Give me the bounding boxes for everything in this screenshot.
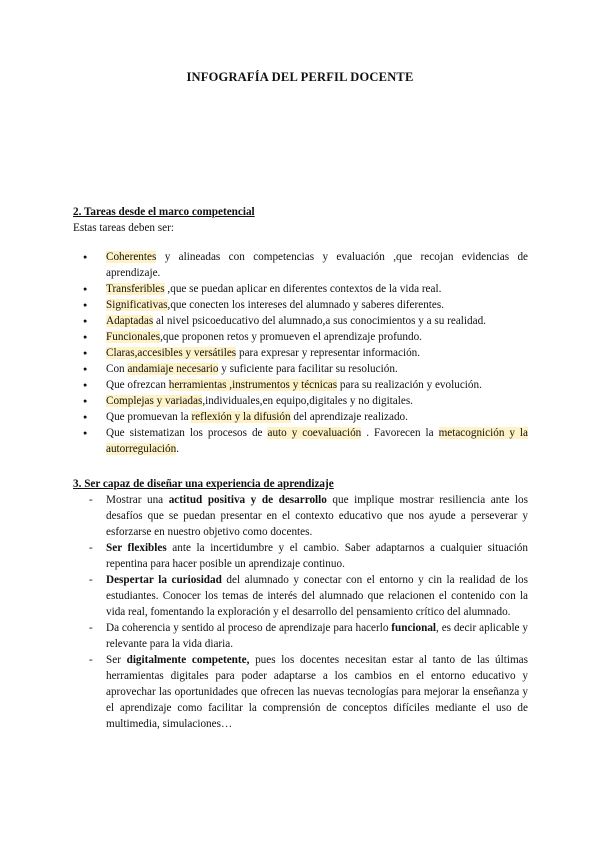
list-item: - Da coherencia y sentido al proceso de aprendizaje para hacerlo funcional, es decir aplicable y relevante para la vida diaria. — [73, 620, 528, 652]
list-item: - Ser flexibles ante la incertidumbre y el cambio. Saber adaptarnos a cualquier situación repentina para hacer posible un aprendizaje continuo. — [73, 540, 528, 572]
list-item: ● Con andamiaje necesario y suficiente para facilitar su resolución. — [73, 361, 528, 377]
section-2-heading: 2. Tareas desde el marco competencial — [73, 206, 255, 218]
experience-list — [73, 492, 528, 732]
list-item: ● Que sistematizan los procesos de auto y coevaluación . Favorecen la metacognición y la autorregulación. — [73, 425, 528, 457]
list-item: ● Claras,accesibles y versátiles para expresar y representar información. — [73, 345, 528, 361]
section-experience — [73, 476, 528, 732]
list-item: ● Funcionales,que proponen retos y promueven el aprendizaje profundo. — [73, 329, 528, 345]
list-item: - Ser digitalmente competente, pues los docentes necesitan estar al tanto de las últimas herramientas digitales para poder adaptarse a los cambios en el entorno educativo y aprovechar las oportunidades que ofrecen las nuevas tecnologías para mejorar la enseñanza y el aprendizaje como facilitar la comprensión de conceptos difíciles mediante el uso de multimedia, simulaciones… — [73, 652, 528, 732]
list-item: - Despertar la curiosidad del alumnado y conectar con el entorno y cin la realidad de los estudiantes. Conocer los temas de interés del alumnado que relacionen el contenido con la vida real, fomentando la exploración y el desarrollo del pensamiento crítico del alumnado. — [73, 572, 528, 620]
list-item: ● Coherentes y alineadas con competencias y evaluación ,que recojan evidencias de aprendizaje. — [73, 249, 528, 281]
section-tasks — [73, 204, 528, 457]
list-item: ● Adaptadas al nivel psicoeducativo del alumnado,a sus conocimientos y a su realidad. — [73, 313, 528, 329]
list-item: ● Que ofrezcan herramientas ,instrumentos y técnicas para su realización y evolución. — [73, 377, 528, 393]
task-list — [73, 249, 528, 457]
section-3-heading: 3. Ser capaz de diseñar una experiencia de aprendizaje — [73, 478, 334, 490]
section-2-intro: Estas tareas deben ser: — [73, 222, 174, 234]
list-item: ● Significativas,que conecten los intereses del alumnado y saberes diferentes. — [73, 297, 528, 313]
list-item: ● Complejas y variadas,individuales,en equipo,digitales y no digitales. — [73, 393, 528, 409]
list-item: - Mostrar una actitud positiva y de desarrollo que implique mostrar resiliencia ante los desafíos que se puedan presentar en el contexto educativo que nos ayude a perseverar y esforzarse en nuestro objetivo como docentes. — [73, 492, 528, 540]
list-item: ● Transferibles ,que se puedan aplicar en diferentes contextos de la vida real. — [73, 281, 528, 297]
page-title: INFOGRAFÍA DEL PERFIL DOCENTE — [186, 70, 414, 84]
list-item: ● Que promuevan la reflexión y la difusión del aprendizaje realizado. — [73, 409, 528, 425]
